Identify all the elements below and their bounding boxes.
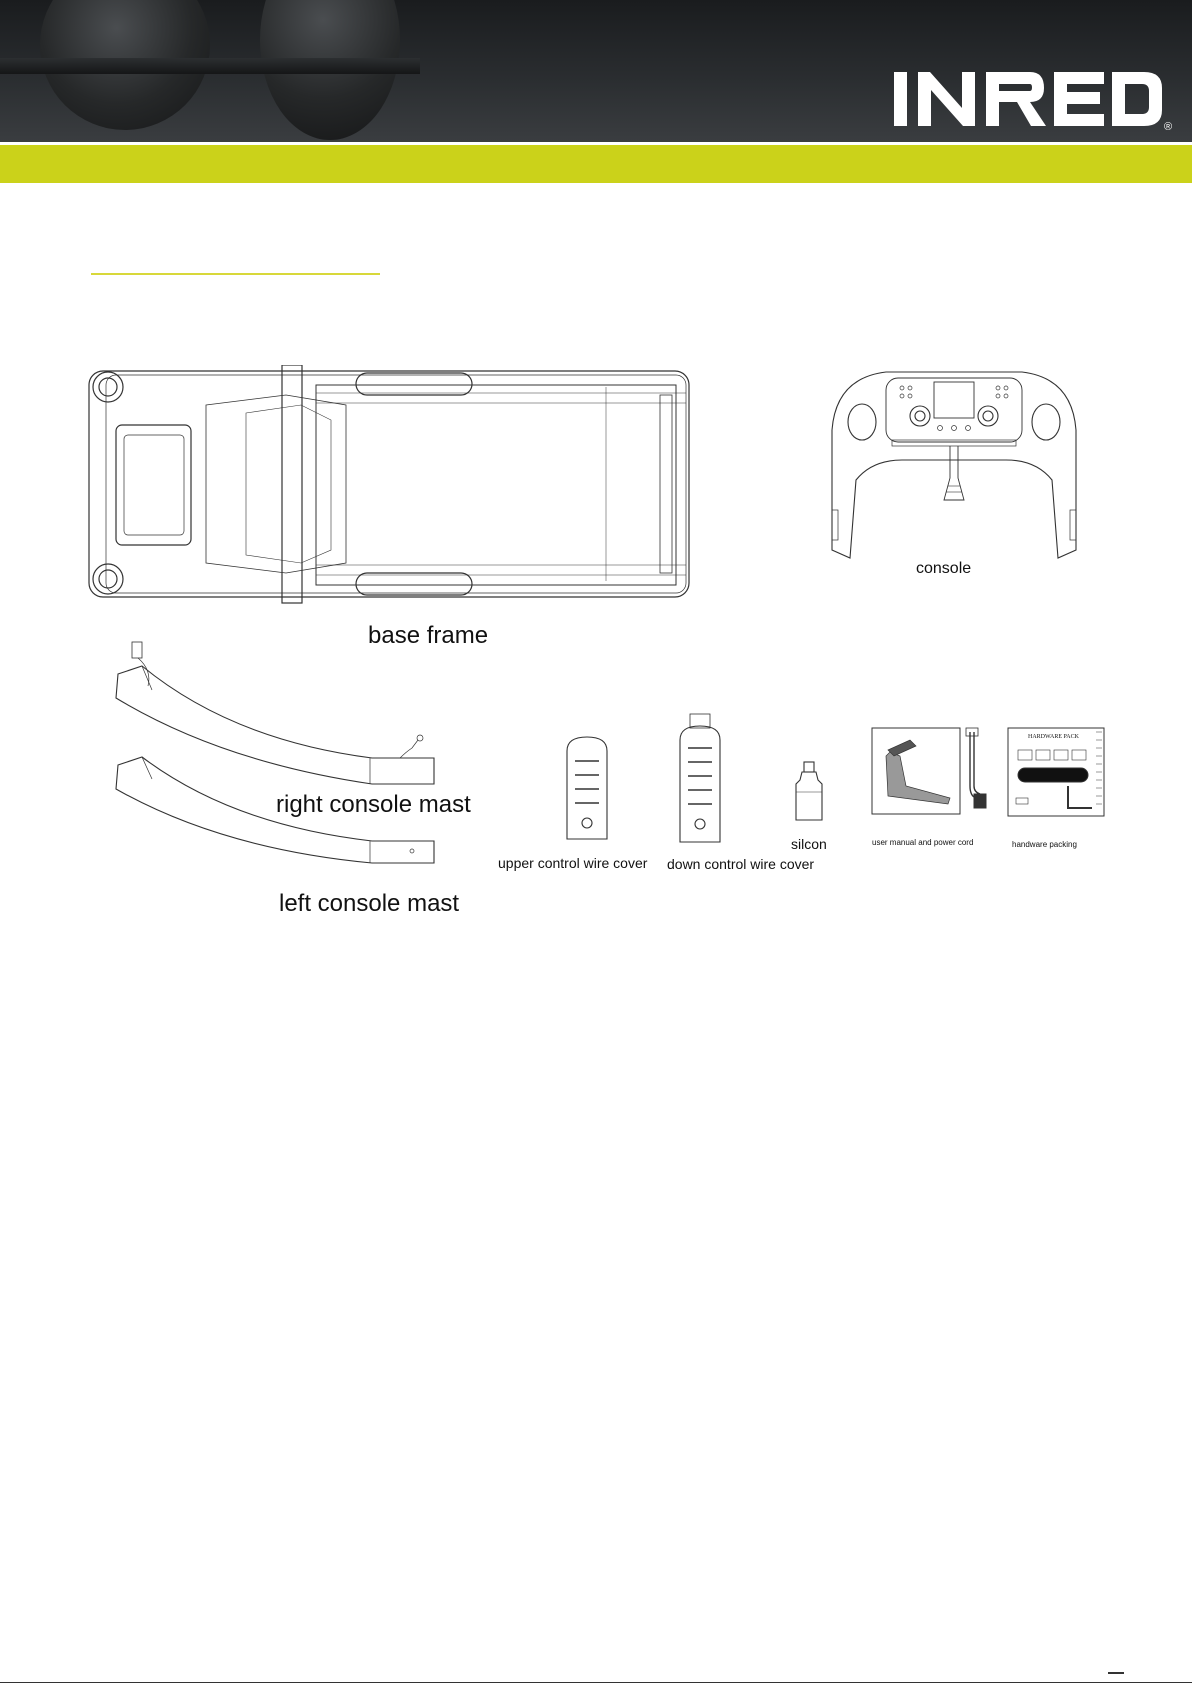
hardware-pack-title: HARDWARE PACK bbox=[1028, 734, 1079, 740]
header-banner bbox=[0, 0, 1192, 142]
upper-control-wire-cover-illustration bbox=[563, 735, 611, 841]
user-manual-and-power-cord-label: user manual and power cord bbox=[872, 838, 974, 847]
trademark-symbol: ® bbox=[1164, 121, 1173, 132]
hardware-packing-label: handware packing bbox=[1012, 840, 1077, 849]
console-illustration bbox=[826, 360, 1082, 565]
left-console-mast-label: left console mast bbox=[279, 890, 460, 917]
barbell-bar bbox=[0, 58, 420, 74]
silcon-bottle-illustration bbox=[792, 760, 826, 822]
user-manual-and-power-cord-illustration bbox=[870, 726, 990, 816]
down-control-wire-cover-illustration bbox=[676, 710, 724, 844]
console-label: console bbox=[916, 560, 972, 577]
section-heading-underline bbox=[91, 273, 380, 275]
brand-logo bbox=[894, 70, 1174, 132]
down-control-wire-cover-label: down control wire cover bbox=[667, 856, 815, 872]
base-frame-label: base frame bbox=[368, 622, 489, 649]
footer-tick bbox=[1108, 1672, 1124, 1674]
accent-bar bbox=[0, 145, 1192, 183]
footer-rule bbox=[0, 1682, 1192, 1683]
left-console-mast-illustration bbox=[112, 755, 442, 865]
right-console-mast-label: right console mast bbox=[276, 791, 471, 818]
upper-control-wire-cover-label: upper control wire cover bbox=[498, 855, 648, 871]
silcon-label: silcon bbox=[791, 836, 827, 852]
base-frame-illustration bbox=[86, 365, 696, 605]
